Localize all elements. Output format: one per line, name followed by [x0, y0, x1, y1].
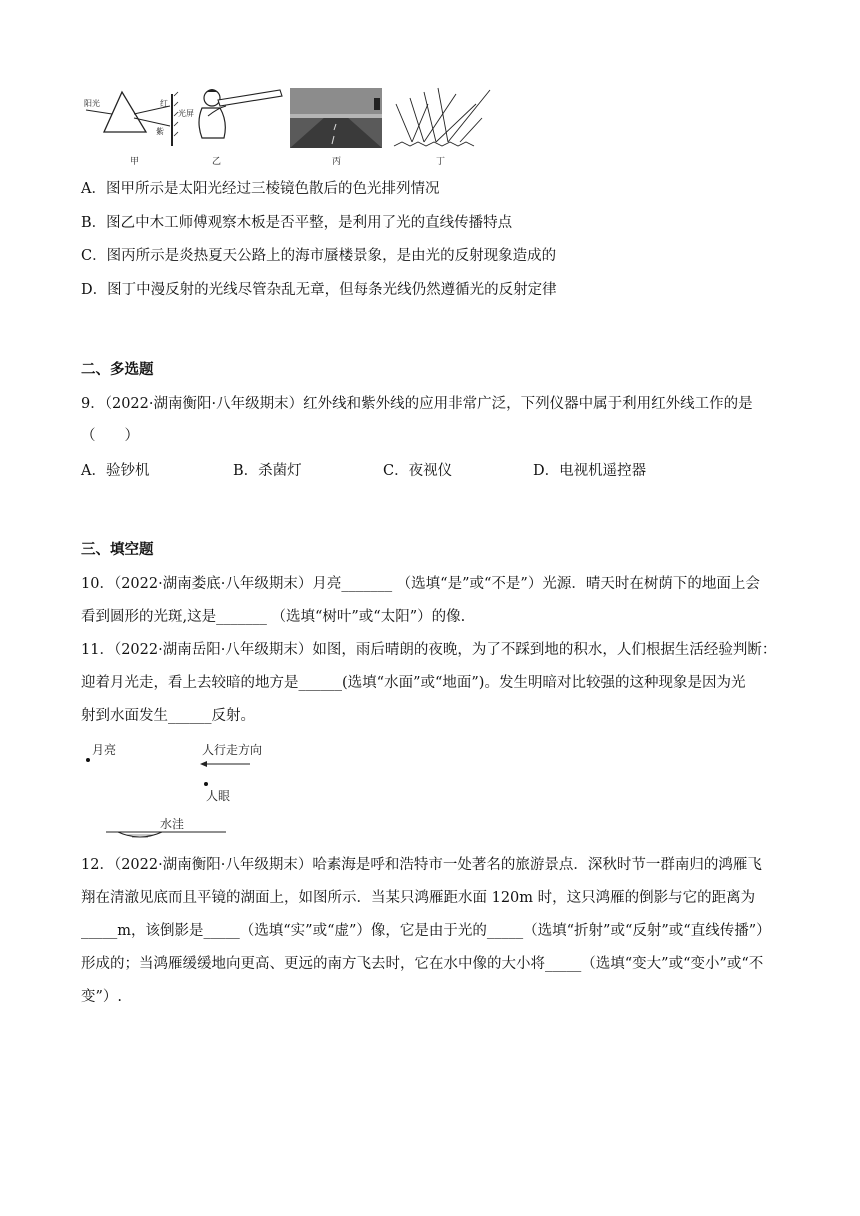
arrow-head-icon	[200, 761, 207, 767]
q9-option-a: A．验钞机	[81, 463, 150, 479]
q9-option-b: B．杀菌灯	[233, 463, 302, 479]
q10-line2: 看到圆形的光斑,这是_______ （选填“树叶”或“太阳”）的像.	[81, 609, 466, 625]
label-red: 红	[160, 99, 168, 108]
label-screen: 光屏	[178, 109, 194, 118]
label-moon: 月亮	[92, 743, 117, 757]
q12-line3: _____m，该倒影是_____（选填“实”或“虚”）像，它是由于光的_____（选填“折射”或“反射”或“直线传播”）	[81, 923, 771, 939]
label-walking-direction: 人行走方向	[202, 743, 263, 757]
q11-figure-svg	[84, 736, 263, 838]
puddle-shape	[118, 832, 162, 837]
panel-yi-carpenter	[199, 89, 282, 138]
panel-label-ding: 丁	[436, 157, 446, 167]
panel-label-bing: 丙	[332, 157, 342, 167]
panel-label-yi: 乙	[212, 157, 222, 167]
q9-stem-line1: 9．（2022·湖南衡阳·八年级期末）红外线和紫外线的应用非常广泛，下列仪器中属于利用红外线工作的是	[81, 396, 753, 412]
q12-line2: 翔在清澈见底而且平镜的湖面上，如图所示．当某只鸿雁距水面 120m 时，这只鸿雁的倒影与它的距离为	[81, 890, 756, 906]
q12-line5: 变”）.	[81, 989, 123, 1005]
q9-stem-line2: （ ）	[81, 428, 139, 444]
panel-label-jia: 甲	[130, 157, 140, 167]
q12-line4: 形成的；当鸿雁缓缓地向更高、更远的南方飞去时，它在水中像的大小将_____（选填“变大”或“变小”或“不	[81, 956, 764, 972]
panel-bing-road-photo	[290, 88, 382, 148]
q11-line1: 11．（2022·湖南岳阳·八年级期末）如图，雨后晴朗的夜晚，为了不踩到地的积水，人们根据生活经验判断：	[81, 642, 777, 658]
label-violet: 紫	[156, 127, 164, 136]
label-eye: 人眼	[206, 789, 231, 803]
q11-puddle-figure	[84, 736, 263, 838]
section-fill-blank-title: 三、填空题	[81, 541, 154, 558]
panel-ding-diffuse-reflection	[394, 88, 490, 146]
q12-line1: 12．（2022·湖南衡阳·八年级期末）哈素海是呼和浩特市一处著名的旅游景点．深秋时节一群南归的鸿雁飞	[81, 857, 762, 873]
eye-dot-icon	[204, 782, 208, 786]
label-sunlight: 阳光	[84, 99, 100, 108]
moon-dot-icon	[86, 758, 90, 762]
q9-option-d: D．电视机遥控器	[533, 463, 647, 479]
q10-line1: 10．（2022·湖南娄底·八年级期末）月亮_______ （选填“是”或“不是”）光源．晴天时在树荫下的地面上会	[81, 576, 760, 592]
section-multiple-choice-title: 二、多选题	[81, 361, 154, 378]
label-puddle: 水洼	[160, 817, 185, 831]
optics-figure-strip	[84, 84, 494, 166]
q11-line3: 射到水面发生______反射。	[81, 708, 255, 724]
q11-line2: 迎着月光走，看上去较暗的地方是______(选填“水面”或“地面”)。发生明暗对比较强的这种现象是因为光	[81, 675, 746, 691]
q8-option-b: B．图乙中木工师傅观察木板是否平整，是利用了光的直线传播特点	[81, 215, 513, 231]
q9-option-c: C．夜视仪	[383, 463, 453, 479]
q8-option-d: D．图丁中漫反射的光线尽管杂乱无章，但每条光线仍然遵循光的反射定律	[81, 282, 557, 298]
q8-option-c: C．图丙所示是炎热夏天公路上的海市蜃楼景象，是由光的反射现象造成的	[81, 248, 557, 264]
q8-option-a: A．图甲所示是太阳光经过三棱镜色散后的色光排列情况	[81, 181, 440, 197]
optics-figure-svg	[84, 84, 494, 166]
